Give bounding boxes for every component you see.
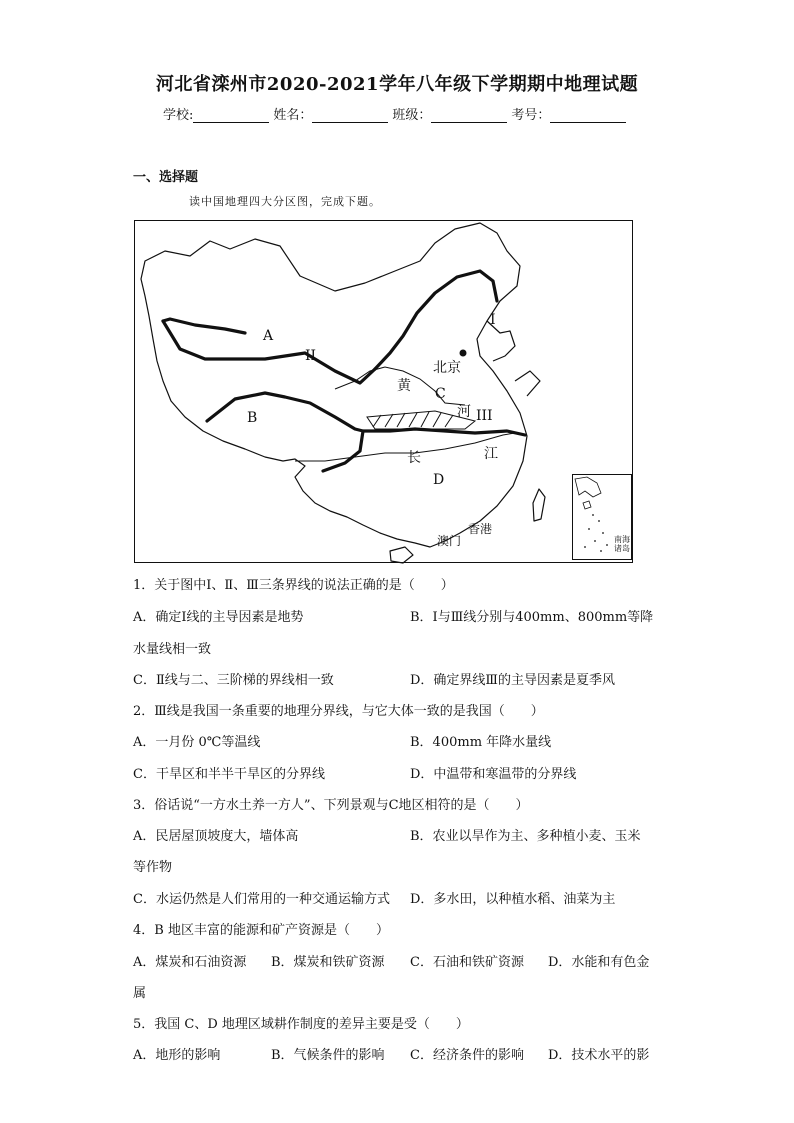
boundary-line-3 xyxy=(363,429,525,435)
q4-option-a: A．煤炭和石油资源 xyxy=(133,955,247,970)
school-blank xyxy=(193,108,269,123)
name-label: 姓名： xyxy=(273,108,313,123)
beijing-marker xyxy=(460,350,467,357)
section-heading: 一、选择题 xyxy=(133,170,199,185)
line-label-1: I xyxy=(490,312,496,328)
question-1-stem: 1．关于图中Ⅰ、Ⅱ、Ⅲ三条界线的说法正确的是（ ） xyxy=(133,578,454,593)
class-label: 班级： xyxy=(392,108,432,123)
question-4-stem: 4．B 地区丰富的能源和矿产资源是（ ） xyxy=(133,923,389,938)
q3-option-d: D．多水田，以种植水稻、油菜为主 xyxy=(410,892,616,907)
student-info-line xyxy=(163,104,630,123)
class-blank xyxy=(431,108,507,123)
hainan-island xyxy=(390,547,413,563)
boundary-line-1 xyxy=(375,271,497,369)
q3-option-c: C．水运仍然是人们常用的一种交通运输方式 xyxy=(133,892,390,907)
exam-number-blank xyxy=(550,108,626,123)
q4-option-b: B．煤炭和铁矿资源 xyxy=(271,955,385,970)
q5-option-a: A．地形的影响 xyxy=(133,1048,221,1063)
yangtze-river xyxy=(295,433,515,461)
q3-option-a: A．民居屋顶坡度大，墙体高 xyxy=(133,829,299,844)
q4-option-d-cont: 属 xyxy=(133,986,147,1001)
q1-option-c: C．Ⅱ线与二、三阶梯的界线相一致 xyxy=(133,673,334,688)
yellow-river-label-1: 黄 xyxy=(397,378,411,394)
q2-option-c: C．干旱区和半半干旱区的分界线 xyxy=(133,767,325,782)
q1-option-d: D．确定界线Ⅲ的主导因素是夏季风 xyxy=(410,673,615,688)
macau-label: 澳门 xyxy=(437,534,462,548)
line-label-3: III xyxy=(476,408,493,424)
south-sea-islands-label: 南海诸岛 xyxy=(614,535,630,553)
q4-option-c: C．石油和铁矿资源 xyxy=(410,955,524,970)
q2-option-a: A．一月份 0℃等温线 xyxy=(133,735,261,750)
name-blank xyxy=(312,108,388,123)
q3-option-b-cont: 等作物 xyxy=(133,860,173,875)
q5-option-d: D．技术水平的影 xyxy=(548,1048,650,1063)
taiwan-island xyxy=(533,489,545,521)
q5-option-c: C．经济条件的影响 xyxy=(410,1048,524,1063)
beijing-label: 北京 xyxy=(433,360,461,376)
exam-title: 河北省滦州市2020-2021学年八年级下学期期中地理试题 xyxy=(155,74,639,95)
q3-option-b: B．农业以旱作为主、多种植小麦、玉米 xyxy=(410,829,641,844)
china-regions-map xyxy=(134,220,633,563)
yellow-river-label-2: 河 xyxy=(457,404,471,420)
region-label-c: C xyxy=(435,386,446,402)
yangtze-label-2: 江 xyxy=(484,446,498,462)
china-outline xyxy=(141,223,527,547)
yangtze-label-1: 长 xyxy=(407,450,421,466)
map-drawing xyxy=(135,221,634,564)
question-5-stem: 5．我国 C、D 地理区域耕作制度的差异主要是受（ ） xyxy=(133,1017,469,1032)
school-label: 学校: xyxy=(163,108,194,123)
q2-option-d: D．中温带和寒温带的分界线 xyxy=(410,767,577,782)
q1-option-b: B．Ⅰ与Ⅲ线分别与400mm、800mm等降 xyxy=(410,610,654,625)
exam-number-label: 考号： xyxy=(511,108,551,123)
q2-option-b: B．400mm 年降水量线 xyxy=(410,735,552,750)
question-2-stem: 2．Ⅲ线是我国一条重要的地理分界线，与它大体一致的是我国（ ） xyxy=(133,704,544,719)
map-intro-text: 读中国地理四大分区图，完成下题。 xyxy=(189,195,381,208)
q1-option-a: A．确定Ⅰ线的主导因素是地势 xyxy=(133,610,304,625)
q1-option-b-cont: 水量线相一致 xyxy=(133,642,212,657)
line-label-2: II xyxy=(305,348,317,364)
region-label-a: A xyxy=(263,328,274,344)
region-label-b: B xyxy=(247,410,258,426)
question-3-stem: 3．俗话说“一方水土养一方人”、下列景观与C地区相符的是（ ） xyxy=(133,798,529,813)
region-label-d: D xyxy=(433,472,445,488)
q4-option-d: D．水能和有色金 xyxy=(548,955,650,970)
q5-option-b: B．气候条件的影响 xyxy=(271,1048,385,1063)
hongkong-label: 香港 xyxy=(468,522,493,536)
south-china-sea-inset xyxy=(572,474,632,560)
